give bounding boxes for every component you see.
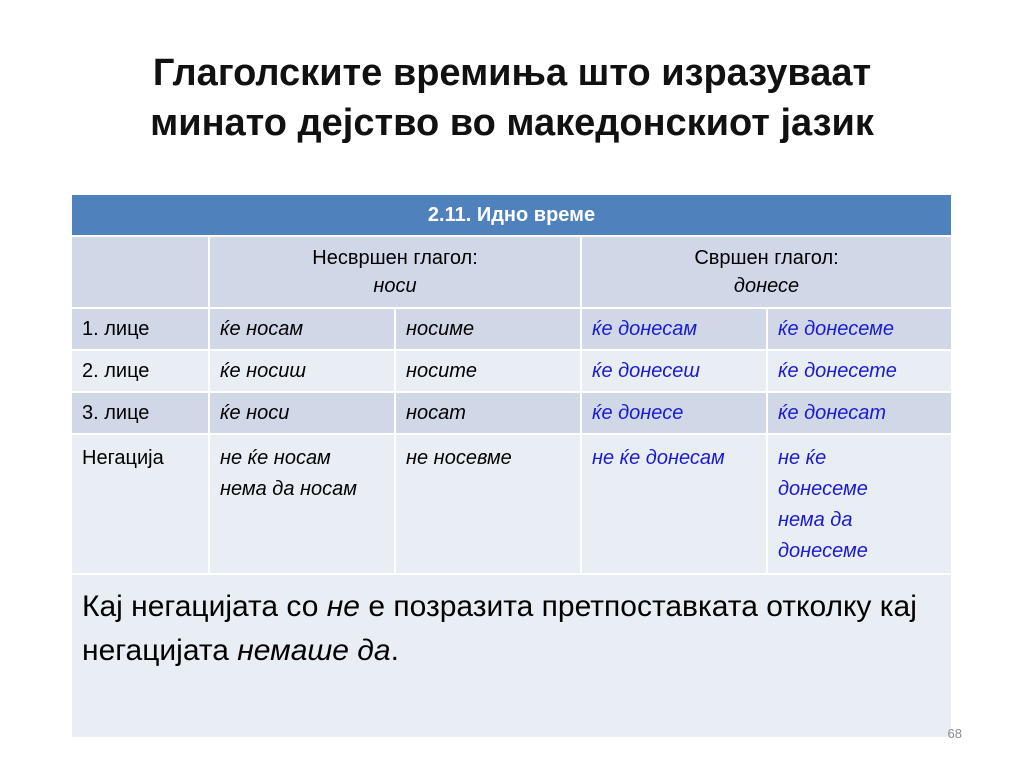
note-part-1: Кај негацијата со bbox=[82, 590, 327, 623]
negation-perfective-singular: не ќе донесам bbox=[581, 434, 767, 574]
note-row bbox=[71, 574, 952, 738]
note-emphasis-2: немаше да bbox=[237, 634, 391, 667]
imperfective-plural: носиме bbox=[395, 308, 581, 350]
page-number: 68 bbox=[947, 726, 962, 741]
perfective-label: Свршен глагол: bbox=[694, 247, 839, 269]
slide-title bbox=[0, 48, 1024, 148]
perfective-singular: ќе донесам bbox=[581, 308, 767, 350]
table-row bbox=[71, 392, 952, 434]
perfective-plural: ќе донесеме bbox=[767, 308, 952, 350]
person-label: 3. лице bbox=[71, 392, 209, 434]
imperfective-plural: носат bbox=[395, 392, 581, 434]
negation-line: нема да носам bbox=[220, 478, 357, 500]
title-line-1: Глаголските времиња што изразуваат bbox=[152, 52, 872, 94]
negation-line: не ќе bbox=[778, 447, 827, 469]
perfective-singular: ќе донесе bbox=[581, 392, 767, 434]
note-part-2: е позразита претпоставката отколку кај негацијата bbox=[82, 590, 917, 667]
person-label: 2. лице bbox=[71, 350, 209, 392]
negation-imperfective-plural: не носевме bbox=[395, 434, 581, 574]
table-row bbox=[71, 350, 952, 392]
negation-line: донесеме bbox=[778, 540, 868, 562]
perfective-verb: донесе bbox=[733, 275, 800, 297]
negation-label: Негација bbox=[71, 434, 209, 574]
perfective-plural: ќе донесете bbox=[767, 350, 952, 392]
imperfective-label: Несвршен глагол: bbox=[312, 247, 478, 269]
imperfective-verb: носи bbox=[373, 275, 417, 297]
title-line-2: минато дејство во македонскиот јазик bbox=[150, 102, 874, 144]
header-imperfective bbox=[209, 236, 581, 308]
imperfective-singular: ќе носиш bbox=[209, 350, 395, 392]
perfective-singular: ќе донесеш bbox=[581, 350, 767, 392]
table-row bbox=[71, 308, 952, 350]
negation-line: нема да bbox=[778, 509, 853, 531]
table-caption: 2.11. Идно време bbox=[71, 194, 952, 236]
header-perfective bbox=[581, 236, 952, 308]
imperfective-singular: ќе носи bbox=[209, 392, 395, 434]
negation-perfective-plural bbox=[767, 434, 952, 574]
note-emphasis-1: не bbox=[326, 590, 360, 623]
person-label: 1. лице bbox=[71, 308, 209, 350]
future-tense-table bbox=[70, 193, 953, 739]
imperfective-plural: носите bbox=[395, 350, 581, 392]
negation-imperfective-singular bbox=[209, 434, 395, 574]
negation-row bbox=[71, 434, 952, 574]
perfective-plural: ќе донесат bbox=[767, 392, 952, 434]
negation-line: не ќе носам bbox=[220, 447, 331, 469]
header-empty-cell bbox=[71, 236, 209, 308]
imperfective-singular: ќе носам bbox=[209, 308, 395, 350]
note-text bbox=[71, 574, 952, 738]
negation-line: донесеме bbox=[778, 478, 868, 500]
note-part-3: . bbox=[390, 634, 399, 667]
